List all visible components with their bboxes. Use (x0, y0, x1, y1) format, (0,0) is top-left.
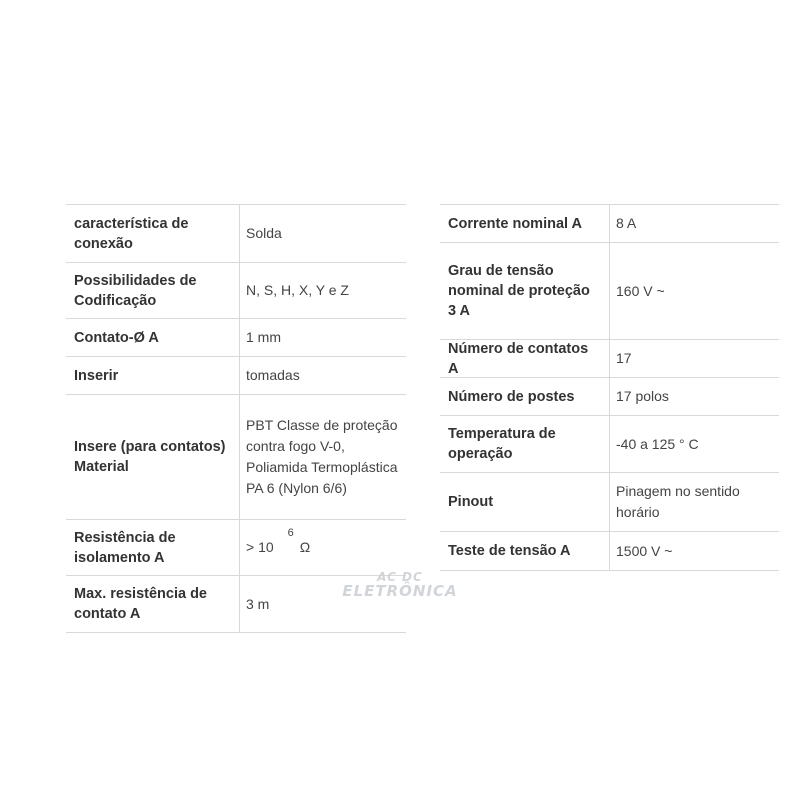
spec-label: Corrente nominal A (440, 205, 610, 242)
spec-label: Possibilidades de Codificação (66, 263, 240, 318)
spec-label: Número de contatos A (440, 340, 610, 377)
spec-table-left (66, 204, 406, 633)
spec-value: 160 V ~ (616, 282, 665, 299)
table-row (440, 243, 779, 340)
table-row (66, 520, 406, 576)
spec-label: característica de conexão (66, 205, 240, 262)
table-row (440, 378, 779, 416)
spec-label: Grau de tensão nominal de proteção 3 A (440, 243, 610, 339)
value-prefix: > 10 (246, 539, 274, 555)
watermark-logo (330, 570, 470, 600)
spec-label: Pinout (440, 473, 610, 531)
spec-label: Insere (para contatos) Material (66, 395, 240, 519)
spec-label: Contato-Ø A (66, 319, 240, 356)
table-row (66, 319, 406, 357)
spec-value: 1 mm (246, 329, 281, 345)
table-row (440, 416, 779, 473)
spec-value: -40 a 125 ° C (616, 435, 699, 452)
spec-value: PBT Classe de proteção contra fogo V-0, Poliamida Termoplástica PA 6 (Nylon 6/6) (246, 417, 398, 496)
spec-value: 8 A (616, 215, 637, 231)
spec-label: Inserir (66, 357, 240, 394)
spec-value: N, S, H, X, Y e Z (246, 282, 349, 298)
table-row (440, 340, 779, 378)
spec-value: tomadas (246, 367, 300, 383)
table-row (66, 395, 406, 520)
spec-value: 1500 V ~ (616, 542, 673, 559)
spec-value: Pinagem no sentido horário (616, 483, 740, 520)
spec-value (240, 520, 406, 575)
watermark-line2: ELETRÔNICA (342, 582, 458, 600)
spec-label: Resistência de isolamento A (66, 520, 240, 575)
table-row (66, 205, 406, 263)
value-unit: Ω (299, 539, 311, 555)
table-row (66, 357, 406, 395)
spec-label: Max. resistência de contato A (66, 576, 240, 632)
value-exponent: 6 (287, 527, 294, 539)
watermark-line1: AC DC (377, 570, 423, 584)
spec-value: Solda (246, 225, 282, 241)
spec-label: Número de postes (440, 378, 610, 415)
table-row (440, 532, 779, 571)
spec-table-right (440, 204, 779, 571)
table-row (440, 473, 779, 532)
table-row (440, 205, 779, 243)
spec-value: 17 polos (616, 388, 669, 404)
spec-value: 3 m (246, 595, 270, 612)
spec-label: Teste de tensão A (440, 532, 610, 570)
spec-label: Temperatura de operação (440, 416, 610, 472)
table-row (66, 263, 406, 319)
spec-value: 17 (616, 350, 632, 366)
